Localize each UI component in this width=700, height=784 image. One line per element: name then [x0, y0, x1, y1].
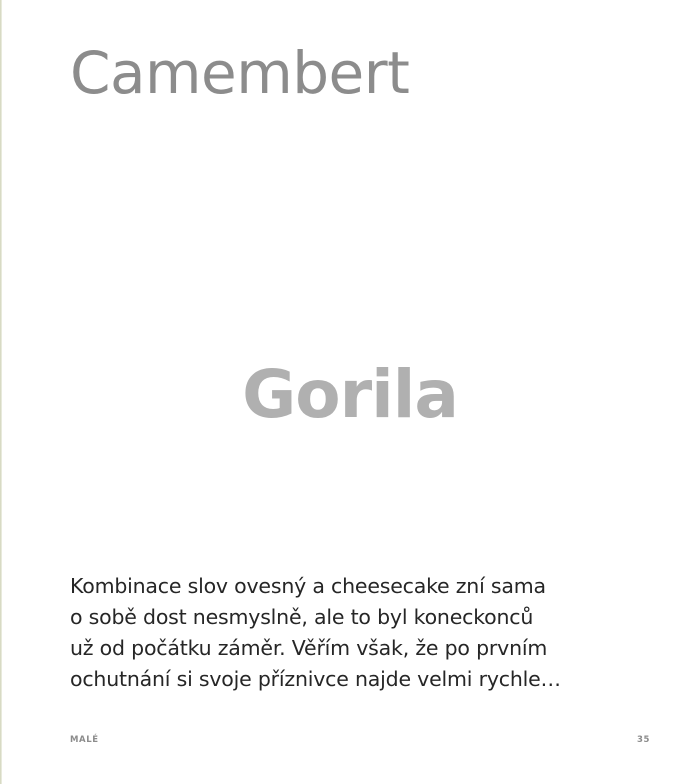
body-line: už od počátku záměr. Věřím však, že po prvním	[70, 636, 548, 660]
page-title: Camembert	[70, 39, 410, 107]
body-line: Kombinace slov ovesný a cheesecake zní sama	[70, 574, 546, 598]
footer-section-label: MALÉ	[70, 735, 99, 745]
page-number: 35	[636, 735, 650, 745]
body-line: ochutnání si svoje příznivce najde velmi rychle…	[70, 667, 561, 691]
body-line: o sobě dost nesmyslně, ale to byl koneckonců	[70, 605, 534, 629]
body-paragraph	[70, 571, 660, 695]
brand-logo: Gorila	[242, 356, 458, 433]
